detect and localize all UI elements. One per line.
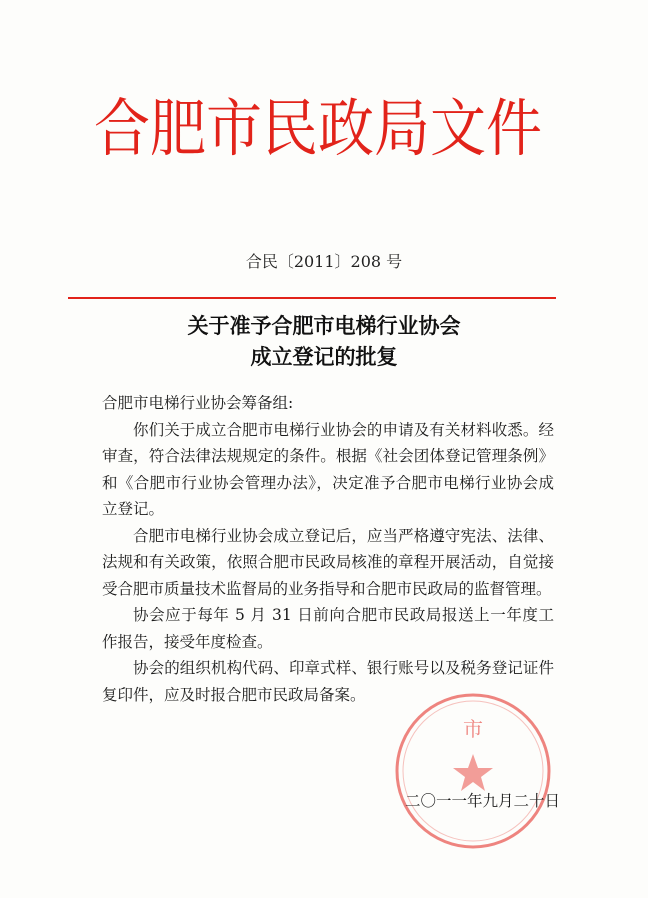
document-title [0,310,648,372]
addressee: 合肥市电梯行业协会筹备组: [102,394,294,412]
seal-star-icon [453,754,493,791]
red-divider-line [68,297,556,299]
document-number: 合民〔2011〕208 号 [245,252,403,271]
paragraph-3: 协会应于每年 5 月 31 日前向合肥市民政局报送上一年度工作报告，接受年度检查。 [102,606,554,651]
document-header-title: 合肥市民政局文件 [94,93,542,166]
paragraph-2: 合肥市电梯行业协会成立登记后，应当严格遵守宪法、法律、法规和有关政策，依照合肥市民政局核准的章程开展活动，自觉接受合肥市质量技术监督局的业务指导和合肥市民政局的监督管理。 [102,526,554,598]
document-title-line-2: 成立登记的批复 [250,344,398,369]
paragraph-1: 你们关于成立合肥市电梯行业协会的申请及有关材料收悉。经审查，符合法律法规规定的条件。根据《社会团体登记管理条例》和《合肥市行业协会管理办法》，决定准予合肥市电梯行业协会成立登记。 [102,420,554,518]
official-seal [392,690,554,852]
paragraph-4: 协会的组织机构代码、印章式样、银行账号以及税务登记证件复印件，应及时报合肥市民政局备案。 [102,659,554,704]
document-title-line-1: 关于准予合肥市电梯行业协会 [187,313,461,338]
document-body [102,390,554,708]
document-date: 二〇一一年九月二十日 [404,792,560,810]
seal-text: 市 [463,717,483,741]
